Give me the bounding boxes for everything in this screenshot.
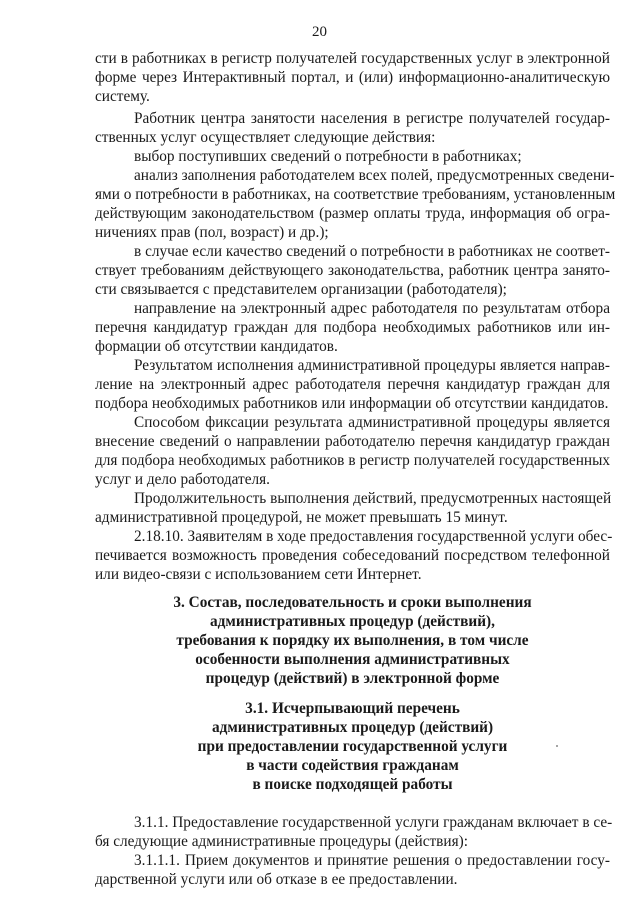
section-heading-line: процедур (действий) в электронной форме [205,670,500,687]
text-line: печивается возможность проведения собеседований посредством телефонной [95,547,610,564]
text-line: направление на электронный адрес работодателя по результатам отбора [134,300,610,317]
text-line: Продолжительность выполнения действий, предусмотренных настоящей [134,490,612,507]
text-line: в случае если качество сведений о потребности в работниках не соответ- [134,243,610,260]
text-line: действующим законодательством (размер оплаты труда, информация об огра- [95,205,610,222]
text-line: ничениях прав (пол, возраст) и др.); [95,224,329,241]
text-line: услуг и дело работодателя. [95,471,271,488]
subsection-heading-line: при предоставлении государственной услуги [197,738,508,755]
text-line: выбор поступивших сведений о потребности в работниках; [134,148,522,165]
section-heading-line: административных процедур (действий), [210,613,495,630]
section-heading-line: требования к порядку их выполнения, в том числе [176,632,529,649]
text-line: подбора необходимых работников или информации об отсутствии кандидатов. [95,395,609,412]
subsection-heading-line: в части содействия гражданам [246,757,459,774]
subsection-heading-line: административных процедур (действий) [211,719,494,736]
text-line: сти в работниках в регистр получателей государственных услуг в электронной [95,50,610,67]
text-line: анализ заполнения работодателем всех полей, предусмотренных сведени- [134,167,615,184]
text-line: ями о потребности в работниках, на соответствие требованиям, установленным [95,186,616,203]
text-line: 2.18.10. Заявителям в ходе предоставления государственной услуги обес- [134,528,613,545]
text-line: Результатом исполнения административной процедуры является направ- [134,357,610,374]
text-line: бя следующие административные процедуры (действия): [95,833,468,850]
subsection-heading-line: 3.1. Исчерпывающий перечень [245,700,460,717]
page-number: 20 [312,24,327,40]
text-line: форме через Интерактивный портал, и (или) информационно-аналитическую [95,69,610,86]
text-line: или видео-связи с использованием сети Интернет. [95,566,422,583]
text-line: ление на электронный адрес работодателя перечня кандидатур граждан для [95,376,610,393]
section-heading-line: 3. Состав, последовательность и сроки выполнения [173,594,532,611]
text-line: 3.1.1.1. Прием документов и принятие решения о предоставлении госу- [134,852,610,869]
subsection-heading-line: в поиске подходящей работы [252,776,453,793]
text-line: систему. [95,88,150,105]
text-line: дарственной услуги или об отказе в ее предоставлении. [95,871,458,888]
text-line: административной процедурой, не может превышать 15 минут. [95,509,508,526]
text-line: ствует требованиям действующего законодательства, работник центра занято- [95,262,610,279]
text-line: ственных услуг осуществляет следующие действия: [95,129,436,146]
text-line: формации об отсутствии кандидатов. [95,338,338,355]
text-line: Работник центра занятости населения в регистре получателей государ- [134,110,610,127]
scan-speck [556,745,558,747]
text-line: внесение сведений о направлении работодателю перечня кандидатур граждан [95,433,610,450]
text-line: сти связывается с представителем организации (работодателя); [95,281,507,298]
text-line: 3.1.1. Предоставление государственной услуги гражданам включает в се- [134,814,613,831]
text-line: для подбора необходимых работников в регистр получателей государственных [95,452,610,469]
text-line: Способом фиксации результата административной процедуры является [134,414,610,431]
section-heading-line: особенности выполнения административных [195,651,510,668]
text-line: перечня кандидатур граждан для подбора необходимых работников или ин- [95,319,610,336]
